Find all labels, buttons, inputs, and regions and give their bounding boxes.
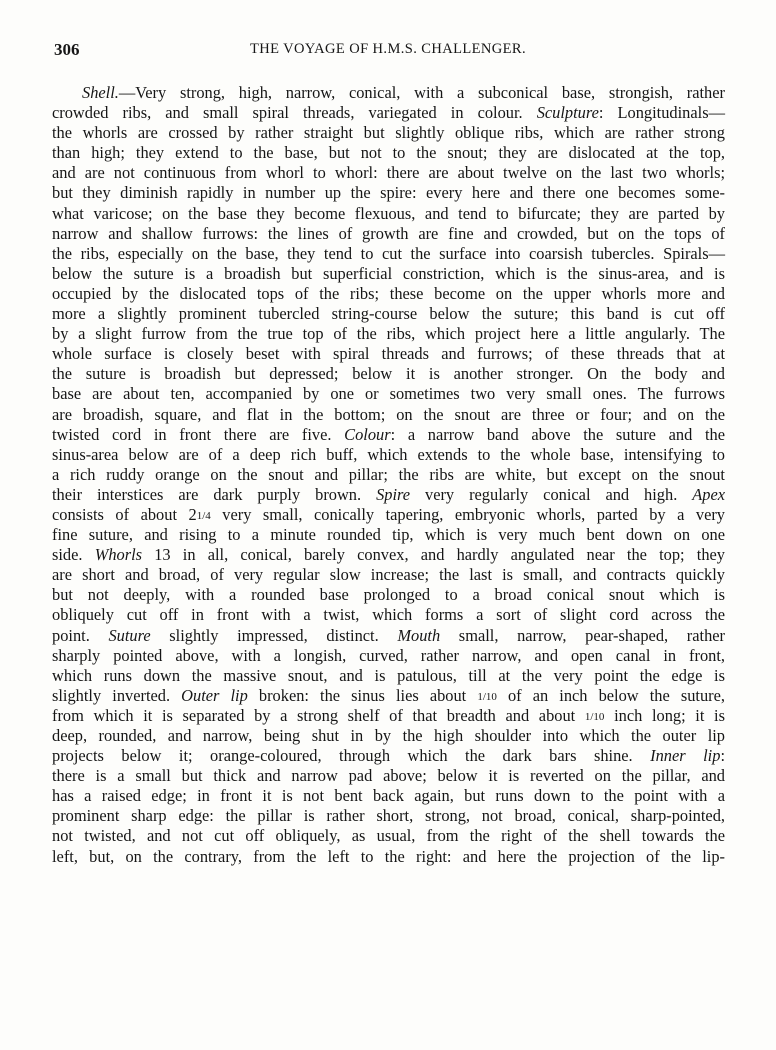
text-line xyxy=(52,565,725,585)
text-run: sharply pointed above, with a longish, curved, rather narrow, and open canal in front, xyxy=(52,645,725,665)
text-run: crowded ribs, and small spiral threads, variegated in colour. xyxy=(52,103,537,123)
text-run: has a raised edge; in front it is not bent back again, but runs down to the point with a xyxy=(52,786,725,806)
text-line xyxy=(52,123,725,143)
text-line xyxy=(52,545,725,565)
running-title: THE VOYAGE OF H.M.S. CHALLENGER. xyxy=(250,41,526,57)
text-run: slightly inverted. xyxy=(52,685,182,705)
text-run: slightly impressed, distinct. xyxy=(150,625,398,645)
text-run: which runs down the massive snout, and is patulous, till at the very point the edge is xyxy=(52,665,725,685)
text-run: there is a small but thick and narrow pad above; below it is reverted on the pillar, and xyxy=(52,766,725,786)
text-line xyxy=(52,324,725,344)
italic-term: Suture xyxy=(108,625,151,645)
text-run: not twisted, and not cut off obliquely, as usual, from the right of the shell towards the xyxy=(52,826,725,846)
text-line xyxy=(52,183,725,203)
text-line xyxy=(52,485,725,505)
text-line xyxy=(52,766,725,786)
text-run: projects below it; orange-coloured, through which the dark bars shine. xyxy=(52,746,651,766)
text-line xyxy=(52,786,725,806)
text-line xyxy=(52,204,725,224)
text-line xyxy=(52,83,725,103)
text-run: occupied by the dislocated tops of the ribs; these become on the upper whorls more and xyxy=(52,283,725,303)
text-line xyxy=(52,686,725,706)
text-run: more a slightly prominent tubercled string-course below the suture; this band is cut off xyxy=(52,304,725,324)
text-run: : Longitudinals— xyxy=(598,103,725,123)
text-run: what varicose; on the base they become flexuous, and tend to bifurcate; they are parted by xyxy=(52,203,725,223)
text-run: broken: the sinus lies about xyxy=(247,685,478,705)
text-line xyxy=(52,224,725,244)
text-line xyxy=(52,284,725,304)
text-run: : a narrow band above the suture and the xyxy=(390,424,725,444)
text-run: 13 in all, conical, barely convex, and hardly angulated near the top; they xyxy=(142,545,725,565)
text-line xyxy=(52,605,725,625)
text-run: are short and broad, of very regular slow increase; the last is small, and contracts quickly xyxy=(52,565,725,585)
text-run: than high; they extend to the base, but not to the snout; they are dislocated at the top, xyxy=(52,143,725,163)
text-run: prominent sharp edge: the pillar is rather short, strong, not broad, conical, sharp-pointed, xyxy=(52,806,725,826)
text-run: consists of about 2 xyxy=(52,504,197,524)
text-run: twisted cord in front there are five. xyxy=(52,424,345,444)
text-line xyxy=(52,445,725,465)
text-line xyxy=(52,746,725,766)
text-run: whole surface is closely beset with spiral threads and furrows; of these threads that at xyxy=(52,344,725,364)
text-run: but they diminish rapidly in number up the spire: every here and there one becomes some- xyxy=(52,183,725,203)
text-line xyxy=(52,465,725,485)
italic-term: Apex xyxy=(692,484,725,504)
text-line xyxy=(52,364,725,384)
italic-term: Sculpture xyxy=(536,103,599,123)
text-run: a rich ruddy orange on the snout and pillar; the ribs are white, but except on the snout xyxy=(52,464,725,484)
text-run: the suture is broadish but depressed; below it is another stronger. On the body and xyxy=(52,364,725,384)
fraction: 1/10 xyxy=(584,710,605,723)
text-run: very small, conically tapering, embryonic whorls, parted by a very xyxy=(210,504,725,524)
text-line xyxy=(52,304,725,324)
text-line xyxy=(52,425,725,445)
text-run: and are not continuous from whorl to whorl: there are about twelve on the last two whorls; xyxy=(52,163,725,183)
italic-term: Shell. xyxy=(82,83,119,102)
text-run: base are about ten, accompanied by one or sometimes two very small ones. The furrows xyxy=(52,384,725,404)
text-line xyxy=(52,103,725,123)
text-run: obliquely cut off in front with a twist, which forms a sort of slight cord across the xyxy=(52,605,725,625)
text-run: by a slight furrow from the true top of the ribs, which project here a little angularly. The xyxy=(52,324,725,344)
text-run: inch long; it is xyxy=(604,705,725,725)
text-run: narrow and shallow furrows: the lines of growth are fine and crowded, but on the tops of xyxy=(52,223,725,243)
page-number: 306 xyxy=(54,40,80,59)
italic-term: Inner lip xyxy=(650,746,721,766)
text-run: fine suture, and rising to a minute rounded tip, which is very much bent down on one xyxy=(52,525,725,545)
italic-term: Spire xyxy=(376,484,411,504)
text-run: left, but, on the contrary, from the left to the right: and here the projection of the lip- xyxy=(52,846,725,866)
body-paragraph xyxy=(52,83,725,867)
fraction: 1/4 xyxy=(196,509,211,522)
text-line xyxy=(52,384,725,404)
text-run: —Very strong, high, narrow, conical, with a subconical base, strongish, rather xyxy=(118,83,725,102)
text-line xyxy=(52,726,725,746)
text-line xyxy=(52,826,725,846)
text-run: the ribs, especially on the base, they tend to cut the surface into coarsish tubercles. Spirals— xyxy=(52,243,725,263)
text-line xyxy=(52,505,725,525)
text-line xyxy=(52,806,725,826)
text-line xyxy=(52,163,725,183)
text-run: their interstices are dark purply brown. xyxy=(52,484,377,504)
text-run: of an inch below the suture, xyxy=(496,685,726,705)
italic-term: Colour xyxy=(344,424,391,444)
text-line xyxy=(52,847,725,867)
text-run: but not deeply, with a rounded base prolonged to a broad conical snout which is xyxy=(52,585,725,605)
text-run: very regularly conical and high. xyxy=(410,484,693,504)
text-line xyxy=(52,525,725,545)
text-line xyxy=(52,585,725,605)
text-line xyxy=(52,666,725,686)
text-run: the whorls are crossed by rather straight but slightly oblique ribs, which are rather strong xyxy=(52,123,725,143)
text-run: point. xyxy=(52,625,109,645)
text-line xyxy=(52,244,725,264)
text-line xyxy=(52,706,725,726)
text-run: from which it is separated by a strong shelf of that breadth and about xyxy=(52,705,585,725)
page-header xyxy=(54,40,722,62)
text-line xyxy=(52,405,725,425)
text-line xyxy=(52,626,725,646)
text-run: below the suture is a broadish but superficial constriction, which is the sinus-area, and is xyxy=(52,263,725,283)
text-line xyxy=(52,264,725,284)
text-run: deep, rounded, and narrow, being shut in by the high shoulder into which the outer lip xyxy=(52,726,725,745)
text-run: sinus-area below are of a deep rich buff, which extends to the whole base, intensifying to xyxy=(52,444,725,464)
italic-term: Outer lip xyxy=(181,685,248,705)
italic-term: Mouth xyxy=(397,625,441,645)
fraction: 1/10 xyxy=(477,690,497,703)
italic-term: Whorls xyxy=(94,545,143,565)
text-run: side. xyxy=(52,545,95,565)
text-line xyxy=(52,344,725,364)
text-line xyxy=(52,646,725,666)
text-run: small, narrow, pear-shaped, rather xyxy=(440,625,725,645)
text-line xyxy=(52,143,725,163)
text-run: : xyxy=(720,746,725,766)
text-run: are broadish, square, and flat in the bottom; on the snout are three or four; and on the xyxy=(52,404,725,424)
